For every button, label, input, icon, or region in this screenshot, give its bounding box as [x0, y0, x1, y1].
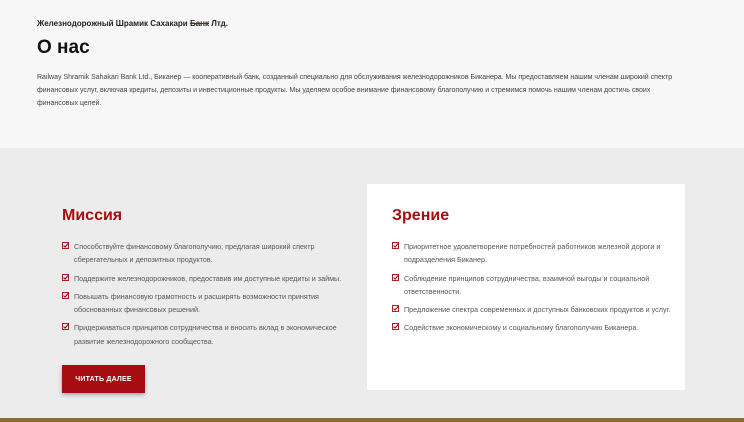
checkbox-check-icon: [392, 242, 399, 249]
list-item: [392, 303, 672, 316]
about-description: Railway Shramik Sahakari Bank Ltd., Биканер — кооперативный банк, созданный специально для обслуживания железнодорожников Биканера. Мы предоставляем нашим членам широкий спектр финансовых услуг, включая кредиты, депозиты и инвестиционные продукты. Мы уделяем особое внимание финансовому благополучию и стремимся помочь нашим членам достичь своих финансовых целей.: [37, 74, 673, 107]
about-section: [0, 0, 744, 148]
list-item: [62, 290, 342, 317]
list-item: [62, 240, 342, 267]
bank-name-struck: Банк: [189, 19, 209, 28]
about-title: О нас: [37, 37, 90, 58]
checkbox-check-icon: [62, 323, 69, 330]
mission-item-text: Способствуйте финансовому благополучию, предлагая широкий спектр сберегательных и депозитных продуктов.: [74, 242, 315, 265]
bank-name-suffix: Лтд.: [209, 19, 228, 28]
mission-title: Миссия: [62, 207, 123, 224]
bottom-divider: [0, 418, 744, 422]
bank-name: [37, 19, 228, 28]
checkbox-check-icon: [392, 305, 399, 312]
list-item: [392, 272, 672, 299]
mission-list: [62, 240, 342, 353]
checkbox-check-icon: [392, 323, 399, 330]
read-more-button[interactable]: ЧИТАТЬ ДАЛЕЕ: [62, 365, 145, 393]
vision-item-text: Соблюдение принципов сотрудничества, взаимной выгоды и социальной ответственности.: [404, 273, 650, 296]
vision-title: Зрение: [392, 207, 450, 224]
mission-item-text: Повышать финансовую грамотность и расширять возможности принятия обоснованных финансовых решений.: [74, 291, 319, 315]
mission-item-text: Придерживаться принципов сотрудничества и вносить вклад в экономическое развитие железнодорожного сообщества.: [74, 323, 337, 346]
checkbox-check-icon: [62, 292, 69, 299]
list-item: [392, 240, 672, 267]
checkbox-check-icon: [62, 274, 69, 281]
list-item: [392, 321, 672, 334]
list-item: [62, 272, 342, 285]
vision-list: [392, 240, 672, 340]
checkbox-check-icon: [392, 274, 399, 281]
vision-item-text: Содействие экономическому и социальному благополучию Биканера.: [404, 323, 639, 333]
mission-item-text: Поддержите железнодорожников, предоставив им доступные кредиты и займы.: [74, 273, 342, 283]
vision-item-text: Предложение спектра современных и доступных банковских продуктов и услуг.: [404, 305, 671, 315]
checkbox-check-icon: [62, 242, 69, 249]
bank-name-prefix: Железнодорожный Шрамик Сахакари: [37, 19, 190, 28]
list-item: [62, 321, 342, 348]
vision-item-text: Приоритетное удовлетворение потребностей работников железной дороги и подразделения Биканер.: [404, 242, 661, 265]
